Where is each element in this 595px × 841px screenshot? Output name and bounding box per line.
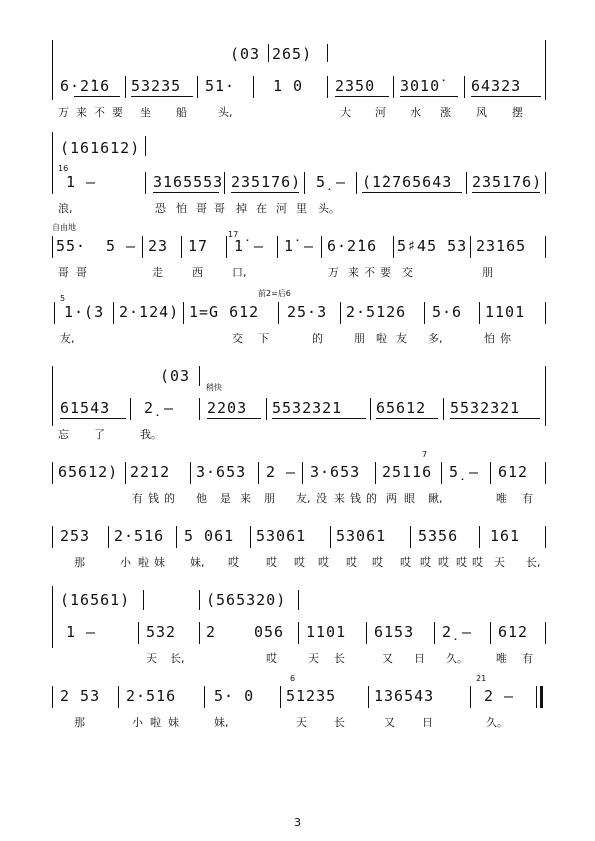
- barline: [125, 76, 126, 98]
- lyric: 忘: [58, 428, 69, 441]
- barline: [176, 526, 177, 548]
- barline: [393, 236, 394, 258]
- barline: [545, 462, 546, 484]
- measure: 5 061: [184, 527, 235, 545]
- notes-row-2: [0, 172, 595, 194]
- lyric: 来: [334, 492, 345, 505]
- lyric: 不: [364, 266, 375, 279]
- barline: [490, 462, 491, 484]
- barline: [356, 172, 357, 194]
- lyric: 天: [296, 716, 307, 729]
- lyric: 口,: [232, 266, 247, 279]
- measure: 1·(3: [64, 303, 105, 321]
- measure: 25116: [382, 463, 433, 481]
- lyric: 天: [494, 556, 505, 569]
- measure: 1101: [306, 623, 347, 641]
- measure: 5· 0: [214, 687, 255, 705]
- barline: [490, 622, 491, 644]
- barline: [197, 76, 198, 98]
- grace-note: 5: [60, 294, 66, 303]
- measure: 61543: [60, 399, 111, 417]
- barline: [52, 622, 53, 644]
- measure: 53061: [256, 527, 307, 545]
- barline: [224, 172, 225, 194]
- lyric: 有: [522, 652, 533, 665]
- lyric: 你: [500, 332, 511, 345]
- barline: [113, 302, 114, 324]
- measure: 1̇ —: [284, 237, 315, 255]
- grace-note: 21: [476, 674, 487, 683]
- barline: [52, 686, 53, 708]
- lyric: 眼: [404, 492, 415, 505]
- lyric: 日: [414, 652, 425, 665]
- measure: 2 53: [60, 687, 101, 705]
- measure: 64323: [471, 77, 522, 95]
- barline: [250, 526, 251, 548]
- barline: [253, 76, 254, 98]
- measure: 2·124): [119, 303, 180, 321]
- lyric: 哥: [196, 202, 207, 215]
- lyric: 来: [76, 106, 87, 119]
- measure: 3·653: [196, 463, 247, 481]
- lyrics-row-1: [0, 106, 595, 122]
- measure: 3010̇: [400, 77, 441, 95]
- measure: 056: [254, 623, 285, 641]
- barline: [278, 302, 279, 324]
- barline: [327, 44, 328, 62]
- lyric: 朋: [354, 332, 365, 345]
- lyric: 头,: [218, 106, 233, 119]
- tempo-marking: 稍快: [206, 383, 222, 392]
- lyric: 哥: [76, 266, 87, 279]
- lyrics-row-5: [0, 428, 595, 444]
- measure: 5·6: [432, 303, 463, 321]
- barline: [470, 686, 471, 708]
- top-note-group: (565320): [206, 591, 287, 609]
- measure: 136543: [374, 687, 435, 705]
- lyric: 哥: [58, 266, 69, 279]
- lyrics-row-2: [0, 202, 595, 218]
- barline: [464, 76, 465, 98]
- barline: [145, 172, 146, 194]
- barline: [130, 398, 131, 420]
- barline: [268, 44, 269, 62]
- lyrics-row-9: [0, 716, 595, 732]
- lyrics-row-7: [0, 556, 595, 572]
- measure: 2350: [335, 77, 376, 95]
- lyric: 了: [94, 428, 105, 441]
- lyric: 妹: [168, 716, 179, 729]
- barline: [393, 76, 394, 98]
- lyric: 的: [164, 492, 175, 505]
- barline: [258, 462, 259, 484]
- measure: 23165: [476, 237, 527, 255]
- page-number: 3: [294, 816, 301, 829]
- barline: [321, 236, 322, 258]
- barline: [368, 686, 369, 708]
- lyric: 哎: [438, 556, 449, 569]
- lyric: 西: [192, 266, 203, 279]
- barline: [479, 526, 480, 548]
- barline: [366, 622, 367, 644]
- measure: 1 —: [66, 623, 97, 641]
- lyric: 船: [176, 106, 187, 119]
- barline: [52, 526, 53, 548]
- barline: [266, 398, 267, 420]
- lyric: 的: [312, 332, 323, 345]
- lyric: 掉: [236, 202, 247, 215]
- measure: 1=G 612: [189, 303, 260, 321]
- measure: 6·2̇16: [327, 237, 378, 255]
- measure: 2·5126: [346, 303, 407, 321]
- lyric: 的: [366, 492, 377, 505]
- barline: [143, 590, 144, 610]
- lyric: 哎: [372, 556, 383, 569]
- measure: 53235: [131, 77, 182, 95]
- barline: [277, 236, 278, 258]
- barline: [125, 462, 126, 484]
- lyric: 在: [256, 202, 267, 215]
- lyric: 哎: [472, 556, 483, 569]
- measure: 2 —: [484, 687, 515, 705]
- measure: (1̇2765643: [362, 173, 453, 191]
- barline: [199, 590, 200, 610]
- lyric: 坐: [140, 106, 151, 119]
- lyric: 长: [334, 716, 345, 729]
- barline: [190, 462, 191, 484]
- lyric: 大: [340, 106, 351, 119]
- measure: 253: [60, 527, 91, 545]
- lyric: 天: [308, 652, 319, 665]
- lyric: 啦: [376, 332, 387, 345]
- measure: 3·653: [310, 463, 361, 481]
- lyric: 河: [375, 106, 386, 119]
- measure: 5 —: [106, 237, 137, 255]
- barline: [199, 398, 200, 420]
- barline: [545, 398, 546, 420]
- lyric: 妹,: [214, 716, 229, 729]
- lyric: 是: [220, 492, 231, 505]
- lyrics-row-8: [0, 652, 595, 668]
- tempo-marking: 前2=后6: [258, 289, 291, 298]
- lyric: 有: [132, 492, 143, 505]
- measure: 1 0: [273, 77, 304, 95]
- barline: [52, 236, 53, 258]
- measure: 2203: [207, 399, 248, 417]
- measure: 5♯45 53: [397, 237, 468, 255]
- barline: [142, 236, 143, 258]
- barline: [226, 236, 227, 258]
- barline: [424, 302, 425, 324]
- notes-row-4: [0, 302, 595, 324]
- lyrics-row-6: [0, 492, 595, 508]
- barline: [545, 622, 546, 644]
- measure: 5532321: [272, 399, 343, 417]
- notes-row-7: [0, 526, 595, 548]
- measure: 51235: [286, 687, 337, 705]
- barline: [199, 622, 200, 644]
- measure: 1̇ —: [234, 237, 265, 255]
- measure: 2̣ —: [144, 399, 175, 417]
- barline: [52, 172, 53, 194]
- lyric: 要: [112, 106, 123, 119]
- measure: 532: [146, 623, 177, 641]
- lyric: 怕: [176, 202, 187, 215]
- lyric: 下: [258, 332, 269, 345]
- measure: 53061: [336, 527, 387, 545]
- measure: 235176): [472, 173, 543, 191]
- barline: [545, 172, 546, 194]
- lyric: 两: [386, 492, 397, 505]
- lyric: 哎: [456, 556, 467, 569]
- lyric: 日: [422, 716, 433, 729]
- notes-row-1: [0, 76, 595, 98]
- barline: [52, 76, 53, 98]
- notes-row-3: [0, 236, 595, 258]
- lyric: 来: [348, 266, 359, 279]
- lyric: 瞅,: [428, 492, 443, 505]
- lyric: 不: [94, 106, 105, 119]
- barline: [298, 622, 299, 644]
- top-note-group: (16561): [60, 591, 131, 609]
- barline: [54, 302, 55, 324]
- notes-row-6: [0, 462, 595, 484]
- lyric: 多,: [428, 332, 443, 345]
- lyrics-row-4: [0, 332, 595, 348]
- lyric: 没: [316, 492, 327, 505]
- lyric: 涨: [440, 106, 451, 119]
- barline: [199, 366, 200, 386]
- barline: [545, 526, 546, 548]
- measure: 17: [188, 237, 209, 255]
- lyric: 哎: [318, 556, 329, 569]
- notes-row-5: [0, 398, 595, 420]
- barline: [434, 622, 435, 644]
- measure: 5̣ —: [449, 463, 480, 481]
- barline: [145, 136, 146, 156]
- lyric: 妹,: [190, 556, 205, 569]
- barline: [340, 302, 341, 324]
- lyric: 来: [240, 492, 251, 505]
- measure: 2·516: [114, 527, 165, 545]
- grace-note: 16: [58, 164, 69, 173]
- measure: 235176): [231, 173, 302, 191]
- lyric: 友: [396, 332, 407, 345]
- lyric: 那: [74, 556, 85, 569]
- barline: [370, 398, 371, 420]
- lyric: 钱: [148, 492, 159, 505]
- lyric: 浪,: [58, 202, 73, 215]
- lyric: 哎: [266, 556, 277, 569]
- barline: [545, 76, 546, 98]
- lyric: 哎: [400, 556, 411, 569]
- final-barline: [536, 686, 537, 708]
- final-barline-thick: [540, 686, 543, 708]
- barline: [108, 526, 109, 548]
- barline: [304, 172, 305, 194]
- measure: 2·516: [126, 687, 177, 705]
- lyric: 友,: [296, 492, 311, 505]
- lyric: 头。: [318, 202, 340, 215]
- barline: [302, 462, 303, 484]
- measure: 2212: [130, 463, 171, 481]
- top-note-group: 265): [272, 45, 313, 63]
- lyric: 摆: [512, 106, 523, 119]
- grace-note: 17: [228, 230, 239, 239]
- measure: 3165553: [153, 173, 224, 191]
- lyric: 朋: [482, 266, 493, 279]
- lyric: 久。: [446, 652, 468, 665]
- notes-row-8: [0, 622, 595, 644]
- measure: 23: [148, 237, 169, 255]
- barline: [52, 398, 53, 420]
- barline: [118, 686, 119, 708]
- lyric: 万: [58, 106, 69, 119]
- lyric: 走: [152, 266, 163, 279]
- lyric: 哎: [420, 556, 431, 569]
- tempo-marking: 自由地: [52, 223, 76, 232]
- barline: [470, 236, 471, 258]
- lyric: 怕: [484, 332, 495, 345]
- measure: 5356: [418, 527, 459, 545]
- barline: [52, 462, 53, 484]
- lyric: 长,: [526, 556, 541, 569]
- top-note-group: (03: [230, 45, 261, 63]
- barline: [410, 526, 411, 548]
- measure: 161: [490, 527, 521, 545]
- lyric: 有: [522, 492, 533, 505]
- notes-row-9: [0, 686, 595, 708]
- top-note-group: (161612): [60, 139, 141, 157]
- lyric: 又: [382, 652, 393, 665]
- measure: 51·: [205, 77, 236, 95]
- measure: 55·: [56, 237, 87, 255]
- measure: 2 —: [266, 463, 297, 481]
- lyric: 朋: [264, 492, 275, 505]
- lyric: 唯: [496, 492, 507, 505]
- barline: [545, 236, 546, 258]
- measure: 6·2̇16: [60, 77, 111, 95]
- measure: 65612: [376, 399, 427, 417]
- measure: 612: [498, 463, 529, 481]
- lyric: 哎: [228, 556, 239, 569]
- barline: [375, 462, 376, 484]
- barline: [545, 302, 546, 324]
- barline: [466, 172, 467, 194]
- lyric: 啦: [138, 556, 149, 569]
- lyric: 友,: [60, 332, 75, 345]
- barline: [443, 398, 444, 420]
- barline: [298, 590, 299, 610]
- lyric: 恐: [155, 202, 166, 215]
- lyric: 我。: [140, 428, 162, 441]
- lyric: 要: [380, 266, 391, 279]
- lyric: 万: [328, 266, 339, 279]
- measure: 25·3: [287, 303, 328, 321]
- barline: [138, 622, 139, 644]
- measure: 612: [498, 623, 529, 641]
- lyric: 交: [232, 332, 243, 345]
- lyric: 河: [276, 202, 287, 215]
- measure: 1101: [485, 303, 526, 321]
- lyric: 哎: [346, 556, 357, 569]
- lyric: 小: [120, 556, 131, 569]
- lyric: 水: [410, 106, 421, 119]
- lyric: 哥: [214, 202, 225, 215]
- lyric: 又: [384, 716, 395, 729]
- barline: [204, 686, 205, 708]
- lyric: 长,: [170, 652, 185, 665]
- grace-note: 7: [422, 450, 428, 459]
- lyrics-row-3: [0, 266, 595, 282]
- lyric: 钱: [350, 492, 361, 505]
- measure: 5532321: [450, 399, 521, 417]
- measure: 1 —: [66, 173, 97, 191]
- barline: [181, 236, 182, 258]
- barline: [183, 302, 184, 324]
- barline: [327, 76, 328, 98]
- lyric: 哎: [266, 652, 277, 665]
- measure: 65612): [58, 463, 119, 481]
- lyric: 啦: [150, 716, 161, 729]
- barline: [479, 302, 480, 324]
- lyric: 那: [74, 716, 85, 729]
- lyric: 交: [402, 266, 413, 279]
- lyric: 长: [334, 652, 345, 665]
- lyric: 久。: [486, 716, 508, 729]
- barline: [441, 462, 442, 484]
- barline: [280, 686, 281, 708]
- barline: [330, 526, 331, 548]
- grace-note: 6: [290, 674, 296, 683]
- lyric: 哎: [294, 556, 305, 569]
- lyric: 里: [296, 202, 307, 215]
- lyric: 小: [132, 716, 143, 729]
- lyric: 唯: [496, 652, 507, 665]
- measure: 6153: [374, 623, 415, 641]
- lyric: 妹: [154, 556, 165, 569]
- measure: 5̣ —: [316, 173, 347, 191]
- lyric: 他: [196, 492, 207, 505]
- lyric: 风: [476, 106, 487, 119]
- top-note-group: (03: [160, 367, 191, 385]
- measure: 2: [206, 623, 217, 641]
- lyric: 天: [146, 652, 157, 665]
- measure: 2̣ —: [442, 623, 473, 641]
